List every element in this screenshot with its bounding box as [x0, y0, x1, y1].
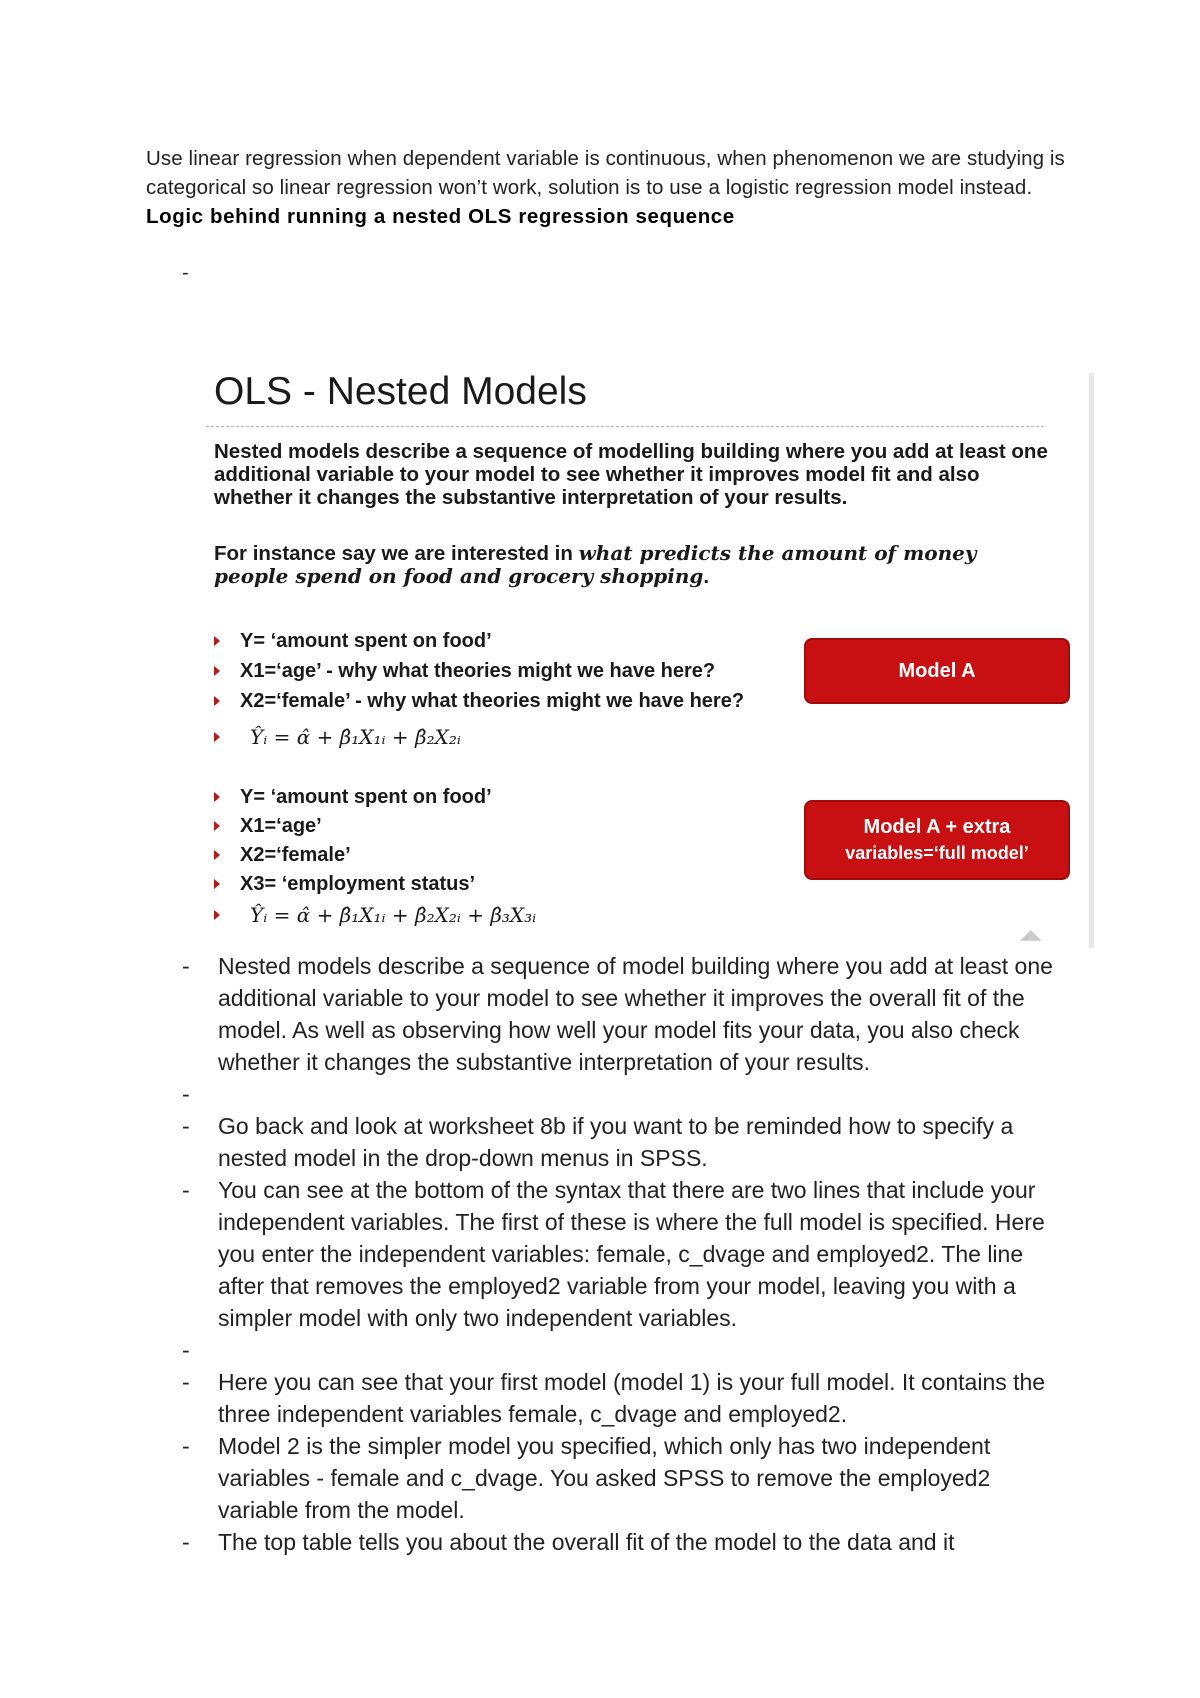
triangle-bullet-icon [214, 696, 220, 706]
triangle-bullet-icon [214, 821, 220, 831]
bullet-text: Y= ‘amount spent on food’ [240, 630, 492, 652]
triangle-bullet-icon [214, 792, 220, 802]
bullet-text: Y= ‘amount spent on food’ [240, 786, 492, 808]
dash-bullet: - [182, 1177, 190, 1203]
full-model-label-line1: Model A + extra [863, 816, 1011, 838]
empty-bullet: - [182, 262, 189, 284]
embedded-slide [200, 372, 1100, 948]
bullet-text: X1=‘age’ - why what theories might we have here? [240, 660, 716, 682]
dash-bullet: - [182, 1433, 190, 1459]
list-item-text: You can see at the bottom of the syntax that there are two lines that include your independent variables. The first of these is where the full model is specified. Here you enter the independent variables: female, c_dvage and employed2. The line after that removes the employed2 variable from your model, leaving you with a simpler model with only two independent variables. [218, 1177, 1045, 1331]
list-item-text: Nested models describe a sequence of model building where you add at least one additional variable to your model to see whether it improves the overall fit of the model. As well as observing how well your model fits your data, you also check whether it changes the substantive interpretation of your results. [218, 953, 1053, 1075]
list-item-text: Go back and look at worksheet 8b if you want to be reminded how to specify a nested model in the drop-down menus in SPSS. [218, 1113, 1014, 1171]
dash-bullet: - [182, 1337, 190, 1363]
list-item [182, 1334, 1062, 1366]
section-heading: Logic behind running a nested OLS regression sequence [146, 205, 735, 228]
triangle-bullet-icon [214, 732, 220, 742]
dash-bullet: - [182, 1529, 190, 1555]
full-model-box [804, 800, 1070, 880]
dash-bullet: - [182, 1369, 190, 1395]
list-item [182, 950, 1062, 1078]
list-item-text: The top table tells you about the overall fit of the model to the data and it [218, 1529, 955, 1555]
triangle-bullet-icon [214, 910, 220, 920]
model-a-label: Model A [898, 660, 976, 682]
notes-list [182, 950, 1062, 1558]
triangle-bullet-icon [214, 636, 220, 646]
model-a-box [804, 638, 1070, 704]
p2-end: . [703, 565, 710, 588]
equation-full-model: Ŷᵢ = α̂ + β̂₁X₁ᵢ + β̂₂X₂ᵢ + β̂₃X₃ᵢ [250, 903, 537, 927]
intro-section [146, 144, 1066, 231]
slide-paragraph-1: Nested models describe a sequence of modelling building where you add at least one additional variable to your model to see whether it improves model fit and also whether it changes the substantive interpretation of your results. [214, 440, 1048, 509]
dash-bullet: - [182, 1081, 190, 1107]
p2-emphasis: what predicts the amount of money people spend on food and grocery shopping [214, 541, 977, 588]
bullet-text: X2=‘female’ [240, 844, 351, 866]
list-item [182, 1110, 1062, 1174]
bullet-text: X2=‘female’ - why what theories might we have here? [240, 690, 745, 712]
slide-title: OLS - Nested Models [214, 370, 587, 413]
dash-bullet: - [182, 1113, 190, 1139]
dash-bullet: - [182, 953, 190, 979]
list-item [182, 1078, 1062, 1110]
list-item [182, 1526, 1062, 1558]
list-item-text: Here you can see that your first model (model 1) is your full model. It contains the three independent variables female, c_dvage and employed2. [218, 1369, 1046, 1427]
p2-lead: For instance say we are interested in [214, 542, 579, 565]
intro-paragraph: Use linear regression when dependent variable is continuous, when phenomenon we are studying is categorical so linear regression won’t work, solution is to use a logistic regression model instead. [146, 147, 1065, 199]
bullet-text: X3= ‘employment status’ [240, 873, 476, 895]
list-item [182, 1366, 1062, 1430]
triangle-bullet-icon [214, 850, 220, 860]
slide-paragraph-2 [214, 542, 1054, 588]
triangle-bullet-icon [214, 879, 220, 889]
title-divider [206, 426, 1044, 427]
list-item [182, 1174, 1062, 1334]
list-item [182, 1430, 1062, 1526]
full-model-label-line2: variables=‘full model’ [845, 843, 1029, 863]
equation-model-a: Ŷᵢ = α̂ + β̂₁X₁ᵢ + β̂₂X₂ᵢ [250, 725, 461, 749]
list-item-text: Model 2 is the simpler model you specified, which only has two independent variables - female and c_dvage. You asked SPSS to remove the employed2 variable from the model. [218, 1433, 991, 1523]
slide-corner-icon: ◢◣ [1020, 926, 1042, 942]
bullet-text: X1=‘age’ [240, 815, 322, 837]
triangle-bullet-icon [214, 666, 220, 676]
